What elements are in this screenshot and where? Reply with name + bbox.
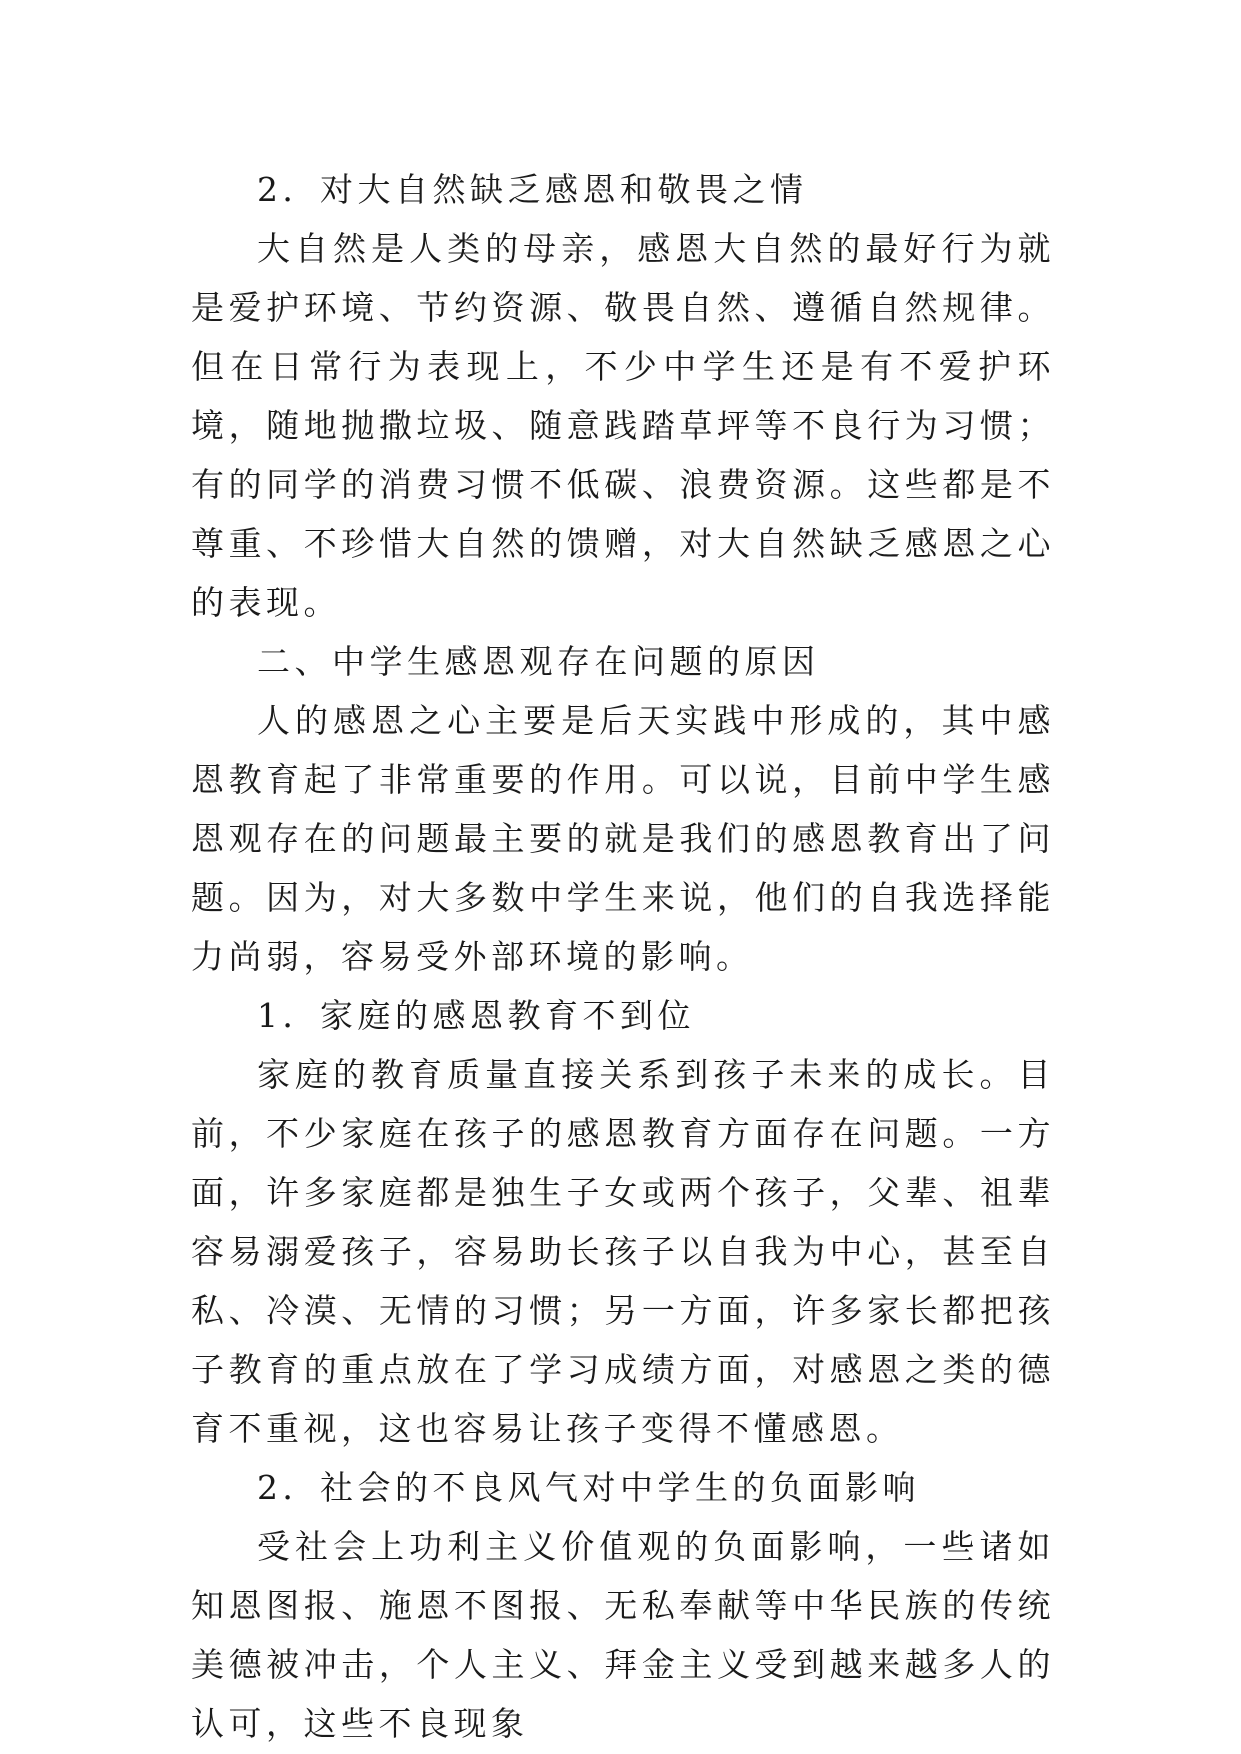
subheading-nature-gratitude: 2．对大自然缺乏感恩和敬畏之情 — [257, 170, 808, 209]
subheading-family-education: 1．家庭的感恩教育不到位 — [257, 996, 695, 1035]
paragraph-social: 受社会上功利主义价值观的负面影响，一些诸如知恩图报、施恩不图报、无私奉献等中华民族的传统美德被冲击，个人主义、拜金主义受到越来越多人的认可，这些不良现象 — [191, 1527, 1055, 1743]
paragraph-family: 家庭的教育质量直接关系到孩子未来的成长。目前，不少家庭在孩子的感恩教育方面存在问题。一方面，许多家庭都是独生子女或两个孩子，父辈、祖辈容易溺爱孩子，容易助长孩子以自我为中心，甚至自私、冷漠、无情的习惯；另一方面，许多家长都把孩子教育的重点放在了学习成绩方面，对感恩之类的德育不重视，这也容易让孩子变得不懂感恩。 — [191, 1055, 1055, 1448]
paragraph-nature: 大自然是人类的母亲，感恩大自然的最好行为就是爱护环境、节约资源、敬畏自然、遵循自然规律。但在日常行为表现上，不少中学生还是有不爱护环境，随地抛撒垃圾、随意践踏草坪等不良行为习惯；有的同学的消费习惯不低碳、浪费资源。这些都是不尊重、不珍惜大自然的馈赠，对大自然缺乏感恩之心的表现。 — [191, 229, 1055, 622]
paragraph-causes-intro: 人的感恩之心主要是后天实践中形成的，其中感恩教育起了非常重要的作用。可以说，目前中学生感恩观存在的问题最主要的就是我们的感恩教育出了问题。因为，对大多数中学生来说，他们的自我选择能力尚弱，容易受外部环境的影响。 — [191, 701, 1055, 976]
section-heading-causes: 二、中学生感恩观存在问题的原因 — [257, 642, 820, 681]
subheading-social-influence: 2．社会的不良风气对中学生的负面影响 — [257, 1468, 920, 1507]
document-body — [191, 160, 1055, 1753]
